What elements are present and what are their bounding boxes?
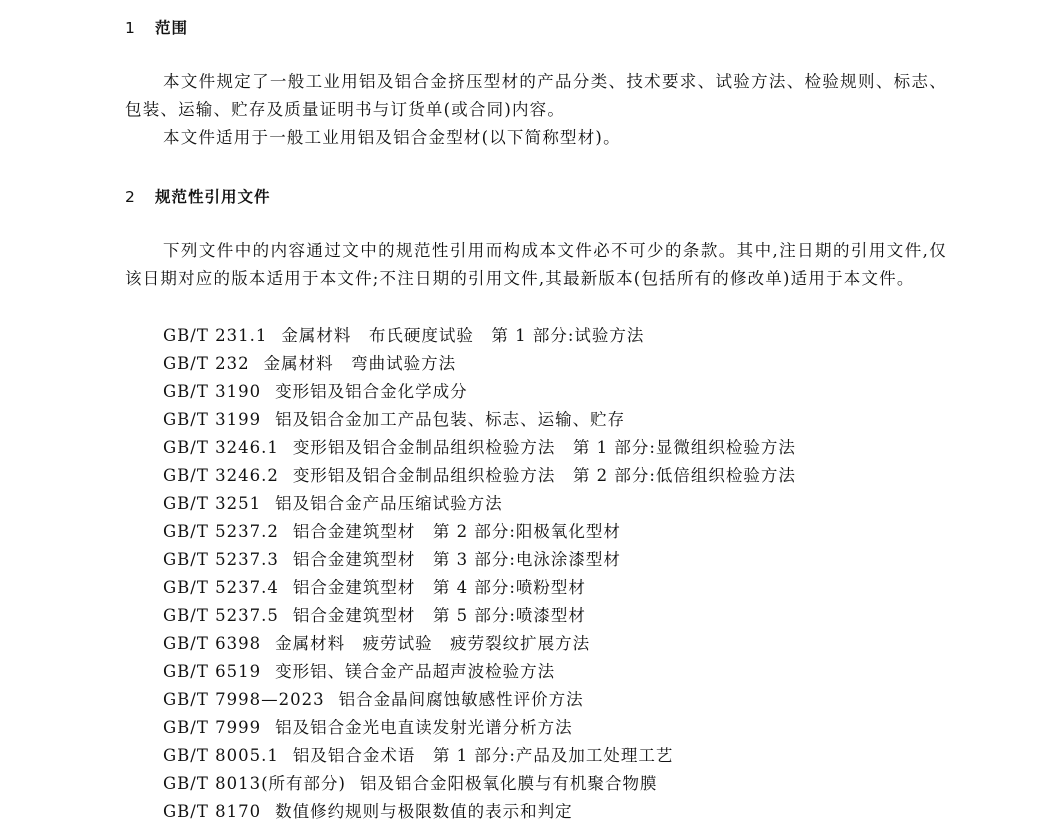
reference-code: GB/T 5237.2 bbox=[163, 522, 279, 541]
reference-code: GB/T 7999 bbox=[163, 718, 262, 737]
reference-title: 变形铝、镁合金产品超声波检验方法 bbox=[275, 662, 556, 681]
reference-title: 变形铝及铝合金制品组织检验方法 第 2 部分:低倍组织检验方法 bbox=[292, 466, 796, 485]
reference-code: GB/T 3251 bbox=[163, 494, 262, 513]
reference-item bbox=[163, 490, 796, 518]
reference-title: 铝合金晶间腐蚀敏感性评价方法 bbox=[338, 690, 584, 709]
reference-item bbox=[163, 686, 796, 714]
reference-code: GB/T 6398 bbox=[163, 634, 262, 653]
reference-item bbox=[163, 546, 796, 574]
reference-item bbox=[163, 378, 796, 406]
reference-item bbox=[163, 322, 796, 350]
reference-code: GB/T 3199 bbox=[163, 410, 262, 429]
reference-item bbox=[163, 630, 796, 658]
reference-list bbox=[163, 322, 796, 826]
reference-title: 铝及铝合金光电直读发射光谱分析方法 bbox=[275, 718, 573, 737]
reference-title: 金属材料 布氏硬度试验 第 1 部分:试验方法 bbox=[281, 326, 645, 345]
reference-code: GB/T 5237.5 bbox=[163, 606, 279, 625]
reference-item bbox=[163, 658, 796, 686]
reference-code: GB/T 8005.1 bbox=[163, 746, 279, 765]
reference-title: 铝合金建筑型材 第 3 部分:电泳涂漆型材 bbox=[292, 550, 621, 569]
reference-code: GB/T 7998—2023 bbox=[163, 690, 325, 709]
scope-paragraph: 本文件规定了一般工业用铝及铝合金挤压型材的产品分类、技术要求、试验方法、检验规则、标志、包装、运输、贮存及质量证明书与订货单(或合同)内容。 bbox=[125, 72, 947, 119]
reference-code: GB/T 3246.1 bbox=[163, 438, 279, 457]
reference-title: 金属材料 疲劳试验 疲劳裂纹扩展方法 bbox=[275, 634, 591, 653]
section-number: 1 bbox=[125, 19, 136, 37]
reference-item bbox=[163, 350, 796, 378]
scope-applicability-paragraph: 本文件适用于一般工业用铝及铝合金型材(以下简称型材)。 bbox=[163, 128, 621, 147]
reference-title: 铝及铝合金阳极氧化膜与有机聚合物膜 bbox=[359, 774, 658, 793]
reference-code: GB/T 5237.3 bbox=[163, 550, 279, 569]
reference-code: GB/T 6519 bbox=[163, 662, 262, 681]
reference-item bbox=[163, 434, 796, 462]
reference-code: GB/T 3246.2 bbox=[163, 466, 279, 485]
reference-code: GB/T 8013(所有部分) bbox=[163, 774, 346, 793]
reference-item bbox=[163, 714, 796, 742]
reference-code: GB/T 5237.4 bbox=[163, 578, 279, 597]
section-title: 范围 bbox=[155, 19, 189, 37]
reference-title: 变形铝及铝合金制品组织检验方法 第 1 部分:显微组织检验方法 bbox=[292, 438, 796, 457]
reference-code: GB/T 231.1 bbox=[163, 326, 268, 345]
reference-title: 铝及铝合金术语 第 1 部分:产品及加工处理工艺 bbox=[292, 746, 674, 765]
reference-item bbox=[163, 574, 796, 602]
reference-item bbox=[163, 798, 796, 826]
section-heading-scope bbox=[125, 16, 188, 38]
section-heading-normative-references bbox=[125, 185, 271, 207]
reference-title: 铝合金建筑型材 第 5 部分:喷漆型材 bbox=[292, 606, 586, 625]
references-intro-paragraph: 下列文件中的内容通过文中的规范性引用而构成本文件必不可少的条款。其中,注日期的引用文件,仅该日期对应的版本适用于本文件;不注日期的引用文件,其最新版本(包括所有的修改单)适用于本文件。 bbox=[125, 241, 947, 288]
section-number: 2 bbox=[125, 188, 136, 206]
reference-title: 变形铝及铝合金化学成分 bbox=[275, 382, 468, 401]
reference-item bbox=[163, 602, 796, 630]
reference-item bbox=[163, 518, 796, 546]
reference-code: GB/T 232 bbox=[163, 354, 250, 373]
reference-title: 数值修约规则与极限数值的表示和判定 bbox=[275, 802, 573, 821]
reference-title: 铝合金建筑型材 第 4 部分:喷粉型材 bbox=[292, 578, 586, 597]
reference-item bbox=[163, 742, 796, 770]
reference-item bbox=[163, 770, 796, 798]
reference-code: GB/T 3190 bbox=[163, 382, 262, 401]
section-title: 规范性引用文件 bbox=[155, 188, 271, 206]
reference-title: 金属材料 弯曲试验方法 bbox=[263, 354, 457, 373]
reference-title: 铝及铝合金加工产品包装、标志、运输、贮存 bbox=[275, 410, 626, 429]
reference-item bbox=[163, 406, 796, 434]
reference-item bbox=[163, 462, 796, 490]
reference-title: 铝合金建筑型材 第 2 部分:阳极氧化型材 bbox=[292, 522, 621, 541]
reference-code: GB/T 8170 bbox=[163, 802, 262, 821]
reference-title: 铝及铝合金产品压缩试验方法 bbox=[275, 494, 503, 513]
